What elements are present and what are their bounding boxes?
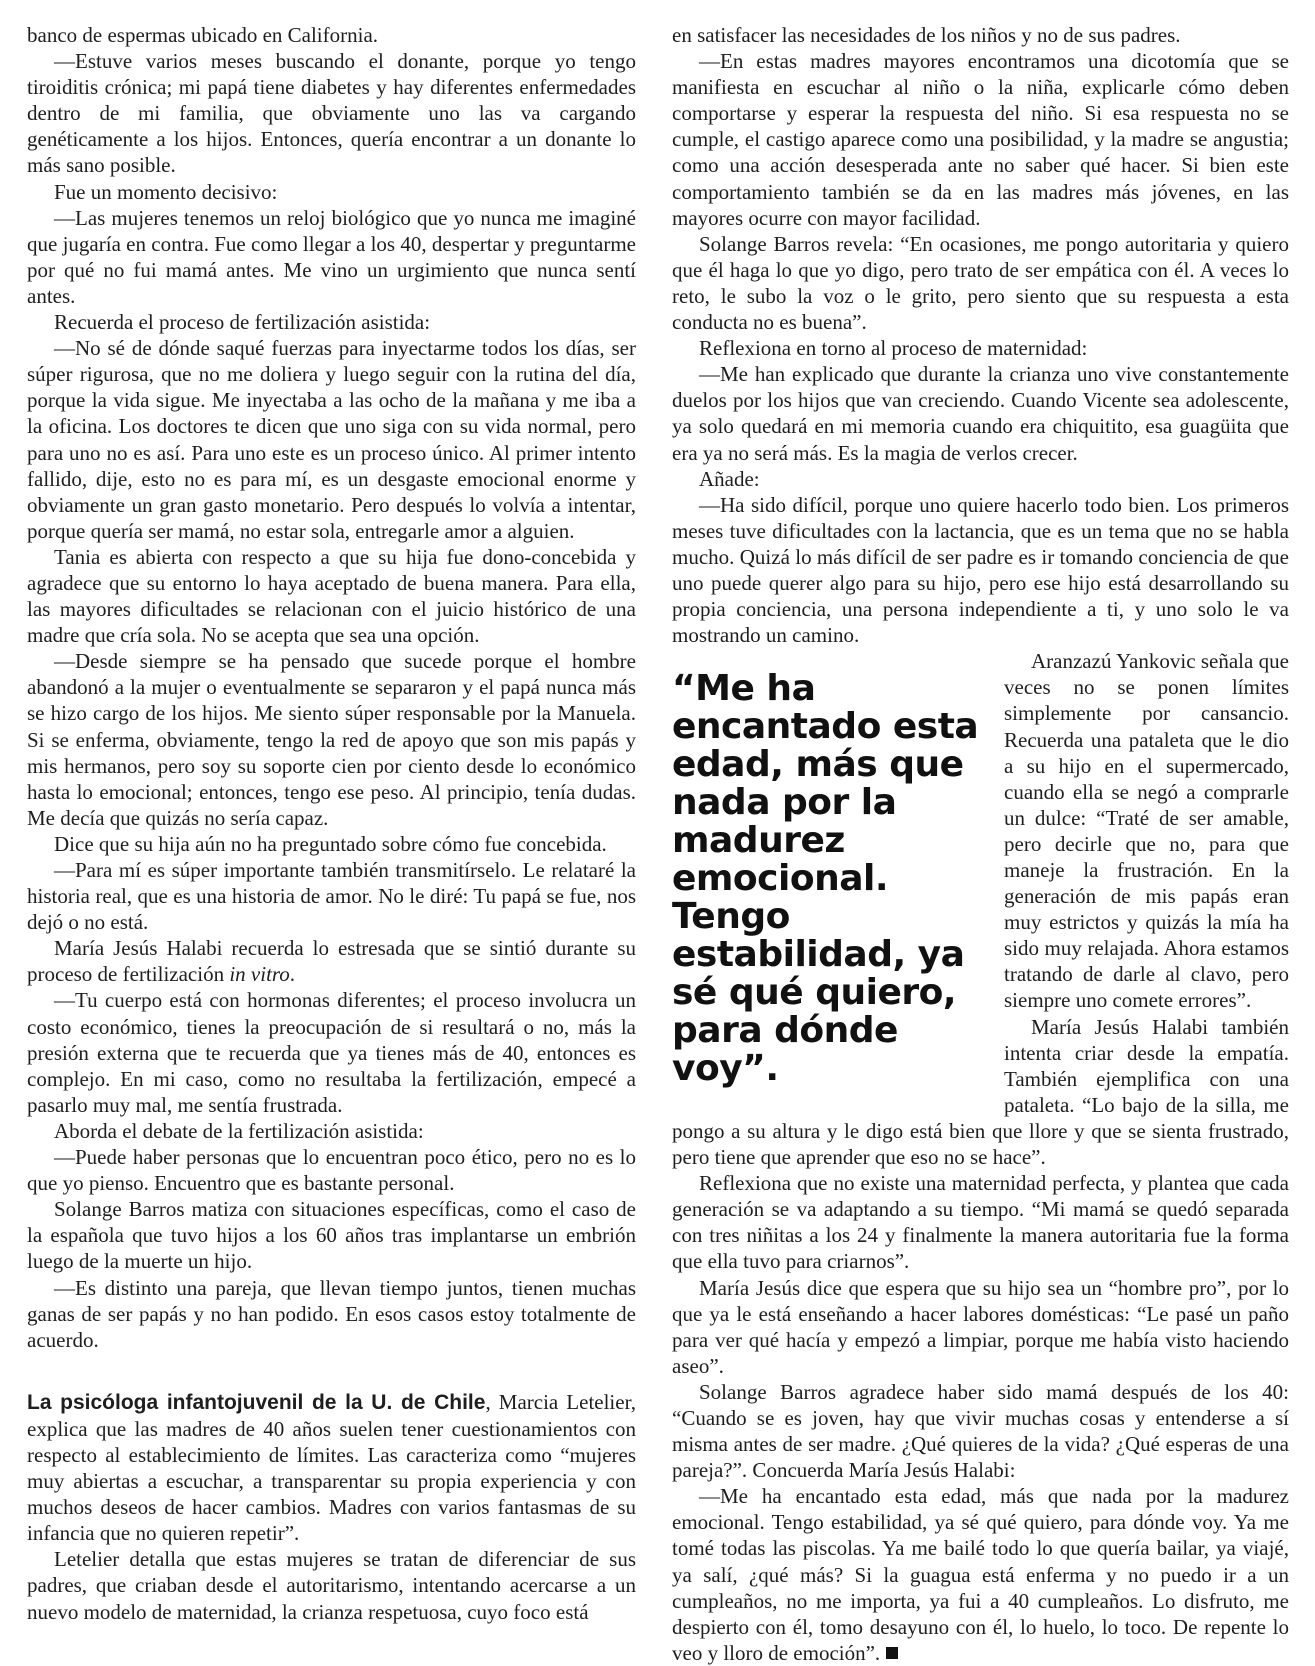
body-paragraph: Solange Barros matiza con situaciones específicas, como el caso de la española que tuvo hijos a los 60 años tras implantarse un embrión luego de la muerte un hijo.	[27, 1197, 636, 1274]
body-paragraph: Letelier detalla que estas mujeres se tratan de diferenciar de sus padres, que criaban desde el autoritarismo, intentando acercarse a un nuevo modelo de maternidad, la crianza respetuosa, cuyo foco está	[27, 1547, 636, 1624]
body-paragraph: Reflexiona que no existe una maternidad perfecta, y plantea que cada generación se va adaptando a su tiempo. “Mi mamá se quedó separada con tres niñitas a los 24 y finalmente la manera autoritaria fue la forma que ella tuvo para criarnos”.	[672, 1171, 1289, 1274]
halabi-intro-text: María Jesús Halabi recuerda lo estresada que se sintió durante su proceso de fertilización	[27, 936, 636, 987]
final-paragraph-text: —Me ha encantado esta edad, más que nada por la madurez emocional. Tengo estabilidad, ya sé qué quiero, para dónde voy. Ya me tomé todas las piscolas. Ya me bailé todo lo que quería bailar, ya viajé, ya salí, ¿qué más? Si la guagua está enferma y no puedo ir a un cumpleaños, no me importa, ya fui a 40 cumpleaños. Lo disfruto, me despierto con él, tomo desayuno con él, lo huelo, lo toco. De repente lo veo y lloro de emoción”.	[672, 1484, 1289, 1665]
body-paragraph: —No sé de dónde saqué fuerzas para inyectarme todos los días, ser súper rigurosa, que no me doliera y luego seguir con la rutina del día, porque la vida sigue. Me inyectaba a las ocho de la mañana y me iba a la oficina. Los doctores te dicen que uno siga con su vida normal, pero para uno no es así. Para uno este es un proceso único. Al primer intento fallido, dije, esto no es para mí, es un desgaste emocional enorme y obviamente un gran gasto monetario. Pero después lo volvía a intentar, porque quería ser mamá, no estar sola, entregarle amor a alguien.	[27, 336, 636, 543]
body-paragraph: —Ha sido difícil, porque uno quiere hacerlo todo bien. Los primeros meses tuve dificultades con la lactancia, que es un tema que no se habla mucho. Quizá lo más difícil de ser padre es ir tomando conciencia de que uno puede querer algo para su hijo, pero ese hijo está desarrollando su propia conciencia, una persona independiente a ti, y uno solo le va mostrando un camino.	[672, 492, 1289, 648]
body-paragraph: —Para mí es súper importante también transmitírselo. Le relataré la historia real, que es una historia de amor. No le diré: Tu papá se fue, nos dejó o no está.	[27, 858, 636, 935]
body-paragraph: María Jesús Halabi también intenta criar desde la empatía. También ejemplifica con una pataleta. “Lo bajo de la silla, me pongo a su altura y le digo está bien que llore y que se sienta frustrado, pero tiene que aprender que eso no se hace”.	[672, 1014, 1289, 1170]
body-paragraph: Reflexiona en torno al proceso de maternidad:	[699, 336, 1088, 361]
body-paragraph: Recuerda el proceso de fertilización asistida:	[54, 310, 431, 335]
body-paragraph: —Es distinto una pareja, que llevan tiempo juntos, tienen muchas ganas de ser papás y no han podido. En esos casos estoy totalmente de acuerdo.	[27, 1275, 636, 1352]
halabi-end-text: .	[289, 962, 296, 987]
body-paragraph: Añade:	[699, 466, 760, 491]
body-paragraph: —Puede haber personas que lo encuentran poco ético, pero no es lo que yo pienso. Encuentro que es bastante personal.	[27, 1145, 636, 1196]
pull-quote: “Me ha encantado esta edad, más que nada por la madurez emocional. Tengo estabilidad, ya sé qué quiero, para dónde voy”.	[672, 668, 979, 1090]
body-paragraph: en satisfacer las necesidades de los niños y no de sus padres.	[672, 23, 1181, 47]
body-paragraph: —Las mujeres tenemos un reloj biológico que yo nunca me imaginé que jugaría en contra. Fue como llegar a los 40, despertar y preguntarme por qué no fui mamá antes. Me vino un urgimiento que nunca sentí antes.	[27, 205, 636, 308]
body-paragraph: Tania es abierta con respecto a que su hija fue dono-concebida y agradece que su entorno lo haya aceptado de buena manera. Para ella, las mayores dificultades se relacionan con el juicio histórico de una madre que cría sola. No se acepta que sea una opción.	[27, 544, 636, 648]
body-paragraph: —Tu cuerpo está con hormonas diferentes; el proceso involucra un costo económico, tienes la preocupación de si resultará o no, más la presión externa que te recuerda que ya tienes más de 40, entonces es complejo. En mi caso, como no resultaba la fertilización, empecé a pasarlo muy mal, me sentía frustrada.	[27, 988, 636, 1117]
body-paragraph: —En estas madres mayores encontramos una dicotomía que se manifiesta en escuchar al niño o la niña, explicarle cómo deben comportarse y esperar la respuesta del niño. Si esa respuesta no se cumple, el castigo aparece como una posibilidad, y la madre se angustia; como una acción desesperada ante no saber qué hacer. Si bien este comportamiento también se da en las madres más jóvenes, en las mayores ocurre con mayor facilidad.	[672, 49, 1289, 230]
body-paragraph: —Me han explicado que durante la crianza uno vive constantemente duelos por los hijos que van creciendo. Cuando Vicente sea adolescente, ya solo quedará en mi memoria cuando era chiquitito, esa guagüita que era ya no será más. Es la magia de verlos crecer.	[672, 362, 1289, 465]
body-paragraph: María Jesús dice que espera que su hijo sea un “hombre pro”, por lo que ya le está enseñando a hacer labores domésticas: “Le pasé un paño para ver qué hacía y empezó a limpiar, porque me había visto haciendo aseo”.	[672, 1275, 1289, 1378]
body-paragraph: Fue un momento decisivo:	[54, 179, 278, 204]
body-paragraph: —Desde siempre se ha pensado que sucede porque el hombre abandonó a la mujer o eventualmente se separaron y el papá nunca más se hizo cargo de los hijos. Me siento súper responsable por la Manuela. Si se enferma, obviamente, tengo la red de apoyo que son mis papás y mis hermanos, pero soy su soporte cien por ciento desde lo económico hasta lo emocional; entonces, tengo ese peso. Al principio, tenía dudas. Me decía que quizás no sería capaz.	[27, 649, 636, 830]
body-paragraph: Solange Barros revela: “En ocasiones, me pongo autoritaria y quiero que él haga lo que yo digo, pero trato de ser empática con él. A veces lo reto, le subo la voz o le grito, pero siento que su respuesta a esta conducta no es buena”.	[672, 231, 1289, 335]
body-paragraph: banco de espermas ubicado en California.	[27, 23, 379, 47]
left-column	[27, 22, 636, 1625]
body-paragraph: Aranzazú Yankovic señala que veces no se ponen límites simplemente por cansancio. Recuerda una pataleta que le dio a su hijo en el supermercado, cuando ella se negó a comprarle un dulce: “Traté de ser amable, pero decirle que no, para que maneje la frustración. En la generación de mis papás eran muy estrictos y quizás la mía ha sido muy relajada. Ahora estamos tratando de darle al clavo, pero siempre uno comete errores”.	[1004, 649, 1289, 1013]
body-paragraph	[27, 935, 636, 987]
section-break	[27, 1353, 636, 1389]
body-paragraph: Solange Barros agradece haber sido mamá después de los 40: “Cuando se es joven, hay que vivir muchas cosas y entenderse a sí misma antes de ser madre. ¿Qué quieres de la vida? ¿Qué esperas de una pareja?”. Concuerda María Jesús Halabi:	[672, 1379, 1289, 1483]
right-column	[672, 22, 1289, 1666]
body-paragraph: Dice que su hija aún no ha preguntado sobre cómo fue concebida.	[54, 831, 607, 856]
final-paragraph	[672, 1483, 1289, 1666]
body-paragraph: —Estuve varios meses buscando el donante, porque yo tengo tiroiditis crónica; mi papá tiene diabetes y hay diferentes enfermedades dentro de mi familia, que obviamente uno las va cargando genéticamente a los hijos. Entonces, quería encontrar a un donante lo más sano posible.	[27, 49, 636, 178]
in-vitro-italic: in vitro	[229, 962, 290, 987]
body-paragraph: Aborda el debate de la fertilización asistida:	[54, 1118, 424, 1143]
section-lead-rest: , Marcia Letelier, explica que las madres de 40 años suelen tener cuestionamientos con respecto al establecimiento de límites. Las caracteriza como “mujeres muy abiertas a escuchar, a transparentar su propia experiencia y con muchos deseos de hacer cambios. Madres con varios fantasmas de su infancia que no quieren repetir”.	[27, 1389, 636, 1546]
section-lead: La psicóloga infantojuvenil de la U. de Chile	[27, 1390, 486, 1414]
section-lead-paragraph	[27, 1389, 636, 1547]
